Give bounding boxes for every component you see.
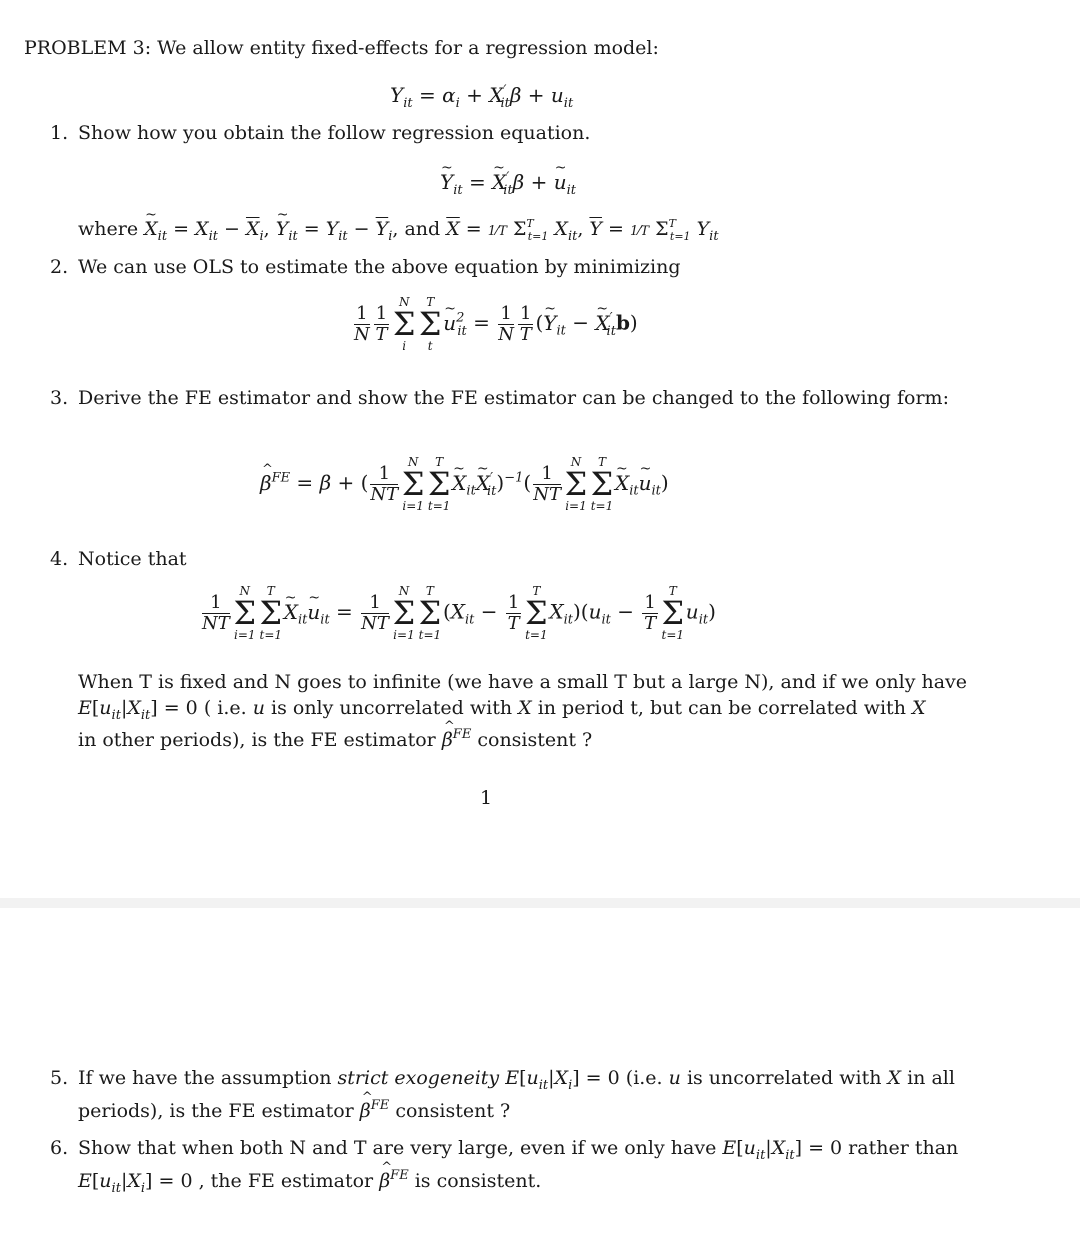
model-equation: $Y_{it} = \alpha_i + X'_{it}\beta + u_{it}$ bbox=[390, 83, 574, 111]
document-page-2 bbox=[0, 908, 1080, 1252]
q4-ie: ( i.e. bbox=[203, 697, 247, 719]
q5-assumption: If we have the assumption bbox=[78, 1067, 332, 1089]
ols-objective-equation: $\frac{1}{N}$ $\frac{1}{T}$ N Σ i T Σ t ~ $u^2_{it}$ = $\frac{1}{N}$ $\frac{1}{T}$ (~ $Y_{it}$ − ~ $X'_{it}b$) bbox=[352, 295, 638, 353]
page-number: 1 bbox=[480, 787, 493, 809]
where-definitions: where ~ $X_{it} = X_{it} - \overline{X}_i$, ~ $Y_{it} = Y_{it} - \overline{Y}_i$, and $\overline{X}$ = 1⁄T $\Sigma^T_{t=1}$ $X_{it}$, $\overline{Y}$ = 1⁄T $\Sigma^T_{t=1}$ $Y_{it}$ bbox=[78, 212, 719, 249]
q6-show: Show that when both N and T are very large, even if we only have bbox=[78, 1137, 717, 1159]
question-6-line-2: $E[u_{it}|X_i] = 0$ , the FE estimator ^ $\beta^{FE}$ is consistent. bbox=[78, 1164, 541, 1201]
question-4-para-line-2: $E[u_{it}|X_{it}] = 0$ ( i.e. u is only uncorrelated with X in period t, but can be correlated with X bbox=[78, 697, 926, 723]
q5-uncorrelated: is uncorrelated with bbox=[686, 1067, 882, 1089]
q4-uncorrelated: is only uncorrelated with bbox=[271, 697, 513, 719]
q6-is-consistent: is consistent. bbox=[414, 1170, 542, 1192]
q5-periods: periods), is the FE estimator bbox=[78, 1100, 354, 1122]
item-number-3: 3. bbox=[50, 387, 69, 409]
question-5-line-2: periods), is the FE estimator ^ $\beta^{FE}$ consistent ? bbox=[78, 1094, 510, 1123]
problem-heading: PROBLEM 3: We allow entity fixed-effects for a regression model: bbox=[24, 37, 659, 59]
q5-strict-exogeneity: strict exogeneity bbox=[337, 1067, 500, 1089]
question-1-text: Show how you obtain the follow regression equation. bbox=[78, 122, 591, 144]
item-number-5: 5. bbox=[50, 1067, 69, 1089]
question-2-text: We can use OLS to estimate the above equation by minimizing bbox=[78, 256, 681, 278]
q4-consistent: consistent ? bbox=[477, 729, 593, 751]
item-number-2: 2. bbox=[50, 256, 69, 278]
where-word: where bbox=[78, 218, 139, 240]
question-4-text: Notice that bbox=[78, 548, 187, 570]
item-number-1: 1. bbox=[50, 122, 69, 144]
question-4-para-line-1: When T is fixed and N goes to infinite (we have a small T but a large N), and if we only have bbox=[78, 671, 968, 693]
q4-period: in period t, but can be correlated with bbox=[537, 697, 906, 719]
decomposition-equation: $\frac{1}{NT}$ N Σ i=1 T Σ t=1 ~ $X_{it}\sim$ $u_{it}$ = $\frac{1}{NT}$ N Σ i=1 T Σ t=1 ($X_{it}$ − $\frac{1}{T}$ T Σ t=1 $X_{it})(u_{it}$ − $\frac{1}{T}$ T Σ t=1 $u_{it}$) bbox=[200, 584, 716, 642]
demeaned-equation: ~ $Y_{it}$ = ~ $X'_{it}\beta$ + ~ $u_{it}$ bbox=[440, 166, 576, 203]
q5-in-all: in all bbox=[907, 1067, 955, 1089]
question-6-line-1: Show that when both N and T are very large, even if we only have $E[u_{it}|X_{it}] = 0$ rather than bbox=[78, 1137, 959, 1163]
question-4-para-line-3: in other periods), is the FE estimator ^ $\beta^{FE}$ consistent ? bbox=[78, 723, 592, 752]
q5-consistent: consistent ? bbox=[395, 1100, 511, 1122]
question-3-text: Derive the FE estimator and show the FE estimator can be changed to the following form: bbox=[78, 387, 949, 409]
q5-ie: (i.e. bbox=[625, 1067, 663, 1089]
question-5-line-1: If we have the assumption strict exogeneity $E[u_{it}|X_i] = 0$ (i.e. u is uncorrelated with X in all bbox=[78, 1067, 955, 1093]
q6-rather-than: rather than bbox=[848, 1137, 959, 1159]
item-number-4: 4. bbox=[50, 548, 69, 570]
and-word: and bbox=[404, 218, 441, 240]
page-separator bbox=[0, 898, 1080, 908]
q4-other-periods: in other periods), is the FE estimator bbox=[78, 729, 436, 751]
item-number-6: 6. bbox=[50, 1137, 69, 1159]
q6-fe-estimator: , the FE estimator bbox=[198, 1170, 374, 1192]
fe-estimator-equation: ^ $\beta^{FE} = \beta$ + ( $\frac{1}{NT}$ N Σ i=1 T Σ t=1 ~ $X_{it}\sim$ $X'_{it})^{-1}$( $\frac{1}{NT}$ N Σ i=1 T Σ t=1 ~ $X_{it}\sim$ $u_{it}$) bbox=[260, 455, 669, 513]
